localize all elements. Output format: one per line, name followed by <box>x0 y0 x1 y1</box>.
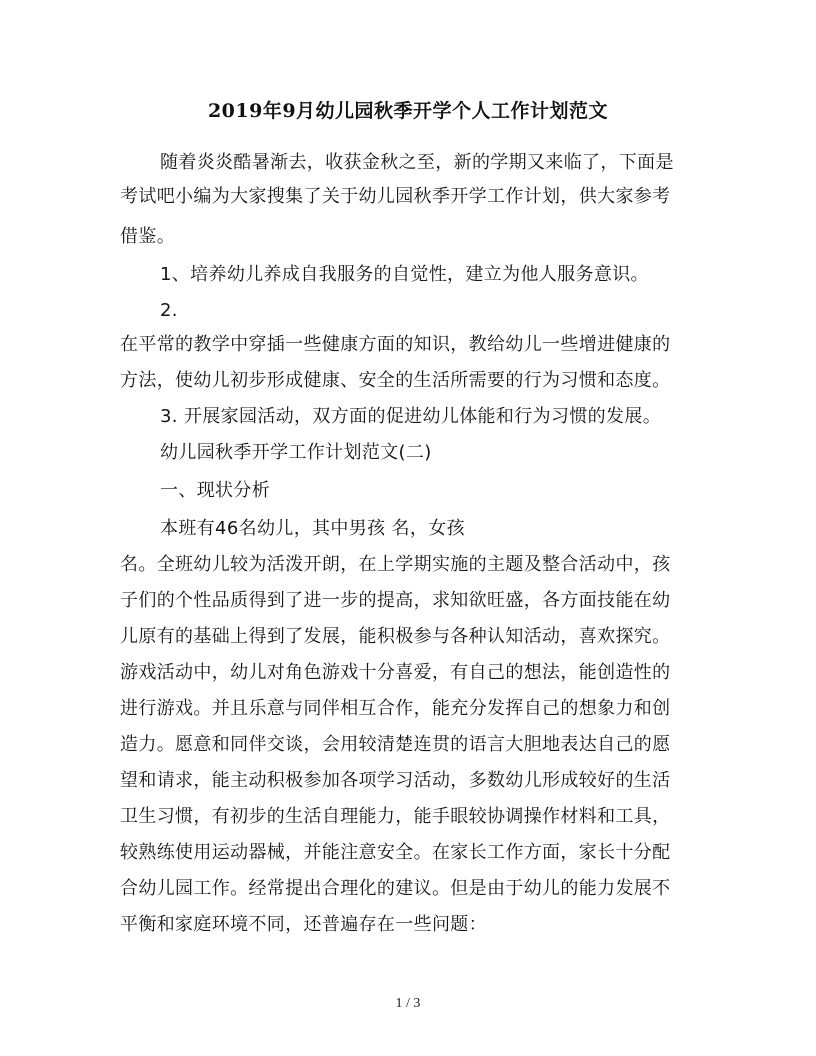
list-item: 3. 开展家园活动，双方面的促进幼儿体能和行为习惯的发展。 <box>160 406 662 427</box>
paragraph-line: 随着炎炎酷暑渐去，收获金秋之至，新的学期又来临了，下面是 <box>160 152 674 173</box>
page-title: 2019年9月幼儿园秋季开学个人工作计划范文 <box>207 100 609 122</box>
paragraph-line: 游戏活动中，幼儿对角色游戏十分喜爱，有自己的想法，能创造性的 <box>120 662 671 683</box>
paragraph-line: 平衡和家庭环境不同，还普遍存在一些问题： <box>120 914 487 935</box>
paragraph-line: 考试吧小编为大家搜集了关于幼儿园秋季开学工作计划，供大家参考 <box>120 186 671 207</box>
paragraph-line: 卫生习惯，有初步的生活自理能力，能手眼较协调操作材料和工具， <box>120 806 671 827</box>
paragraph-line: 借鉴。 <box>120 226 176 247</box>
paragraph-line: 子们的个性品质得到了进一步的提高，求知欲旺盛，各方面技能在幼 <box>120 590 671 611</box>
paragraph-line: 进行游戏。并且乐意与同伴相互合作，能充分发挥自己的想象力和创 <box>120 698 671 719</box>
paragraph-line: 方法，使幼儿初步形成健康、安全的生活所需要的行为习惯和态度。 <box>120 370 671 391</box>
paragraph-line: 名。全班幼儿较为活泼开朗，在上学期实施的主题及整合活动中，孩 <box>120 554 671 575</box>
paragraph-line: 儿原有的基础上得到了发展，能积极参与各种认知活动，喜欢探究。 <box>120 626 671 647</box>
list-item: 1、培养幼儿养成自我服务的自觉性，建立为他人服务意识。 <box>160 264 649 285</box>
paragraph-line: 望和请求，能主动积极参加各项学习活动，多数幼儿形成较好的生活 <box>120 770 671 791</box>
page-number: 1 / 3 <box>395 996 421 1011</box>
paragraph-line: 在平常的教学中穿插一些健康方面的知识，教给幼儿一些增进健康的 <box>120 334 671 355</box>
list-item: 2. <box>160 300 178 321</box>
paragraph-line: 造力。愿意和同伴交谈，会用较清楚连贯的语言大胆地表达自己的愿 <box>120 734 671 755</box>
section-heading: 一、现状分析 <box>160 480 271 501</box>
section-heading: 幼儿园秋季开学工作计划范文(二) <box>160 442 432 463</box>
paragraph-line: 本班有46名幼儿，其中男孩 名，女孩 <box>160 518 465 539</box>
paragraph-line: 较熟练使用运动器械，并能注意安全。在家长工作方面，家长十分配 <box>120 842 671 863</box>
paragraph-line: 合幼儿园工作。经常提出合理化的建议。但是由于幼儿的能力发展不 <box>120 878 671 899</box>
